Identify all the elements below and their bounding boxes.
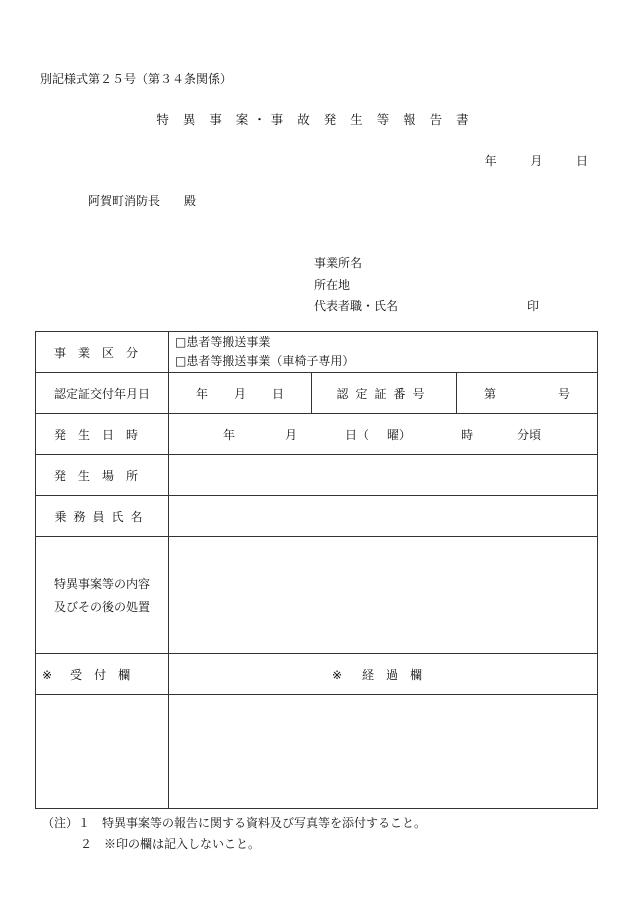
row-headers	[36, 654, 598, 695]
row-details	[36, 537, 598, 654]
cert-month: 月	[233, 386, 246, 401]
reception-mark: ※	[42, 667, 53, 682]
details-field[interactable]	[169, 537, 598, 654]
business-type-option-general[interactable]: □患者等搬送事業	[175, 335, 271, 349]
cert-year: 年	[195, 386, 208, 401]
office-name-label: 事業所名	[314, 256, 363, 270]
seal-mark: 印	[527, 299, 540, 313]
location-label: 所在地	[314, 278, 351, 292]
row-cert-date	[36, 373, 598, 414]
cert-number-label: 認定証番号	[312, 373, 457, 414]
place-field[interactable]	[169, 455, 598, 496]
occ-minute: 分頃	[517, 427, 542, 442]
row-place	[36, 455, 598, 496]
occ-year: 年	[223, 427, 236, 442]
document-title: 特 異 事 案・事 故 発 生 等 報 告 書	[156, 112, 474, 127]
progress-field[interactable]	[169, 695, 598, 809]
date-year: 年	[484, 154, 497, 168]
cert-number-suffix: 号	[558, 386, 571, 401]
business-type-label: 事業区分	[36, 332, 169, 373]
report-table	[35, 331, 598, 809]
reception-label: 受付欄	[70, 667, 143, 682]
occ-hour: 時	[461, 427, 474, 442]
business-type-option-wheelchair[interactable]: □患者等搬送事業（車椅子専用）	[175, 354, 355, 368]
date-month: 月	[530, 154, 543, 168]
business-type-options[interactable]	[169, 332, 598, 373]
occurrence-time-field[interactable]	[169, 414, 598, 455]
report-date	[485, 152, 588, 169]
place-label: 発生場所	[36, 455, 169, 496]
cert-date-label: 認定証交付年月日	[36, 373, 169, 414]
cert-number-prefix: 第	[483, 386, 496, 401]
date-day: 日	[575, 154, 588, 168]
crew-label: 乗務員氏名	[36, 496, 169, 537]
representative-label: 代表者職・氏名	[314, 299, 399, 313]
details-label: 特異事案等の内容 及びその後の処置	[36, 537, 169, 654]
row-crew	[36, 496, 598, 537]
addressee: 阿賀町消防長 殿	[88, 194, 197, 208]
reception-header	[36, 654, 169, 695]
cert-date-field[interactable]	[169, 373, 312, 414]
progress-label: 経過欄	[362, 667, 435, 682]
row-business-type	[36, 332, 598, 373]
note-1: （注）１ 特異事案等の報告に関する資料及び写真等を添付すること。	[42, 816, 427, 830]
occ-weekday: 曜）	[387, 427, 412, 442]
note-2: ２ ※印の欄は記入しないこと。	[80, 837, 261, 851]
occurrence-time-label: 発生日時	[36, 414, 169, 455]
progress-mark: ※	[331, 667, 343, 682]
reception-field[interactable]	[36, 695, 169, 809]
occ-day: 日（	[345, 427, 370, 442]
crew-field[interactable]	[169, 496, 598, 537]
cert-day: 日	[272, 386, 285, 401]
cert-number-field[interactable]	[457, 373, 598, 414]
occ-month: 月	[285, 427, 298, 442]
row-blank	[36, 695, 598, 809]
row-occurrence-time	[36, 414, 598, 455]
progress-header	[169, 654, 598, 695]
form-number: 別記様式第２５号（第３４条関係）	[40, 72, 233, 86]
